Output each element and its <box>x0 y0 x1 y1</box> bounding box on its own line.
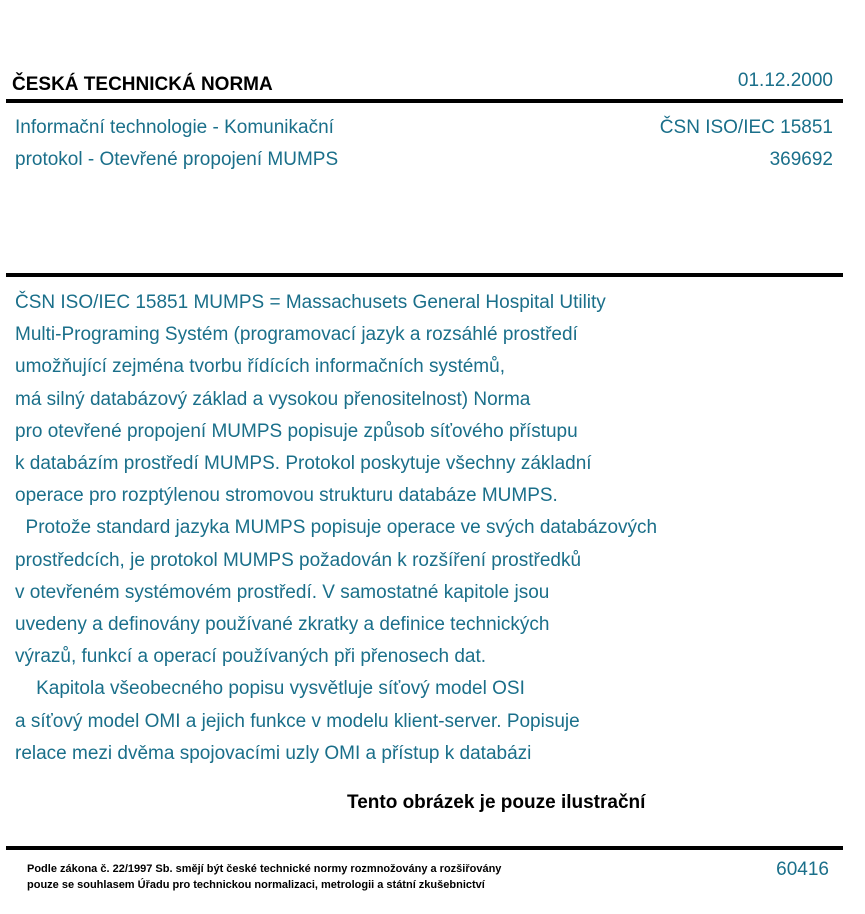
body-line: v otevřeném systémovém prostředí. V samostatné kapitole jsou <box>15 581 550 603</box>
body-line: Kapitola všeobecného popisu vysvětluje síťový model OSI <box>15 678 525 700</box>
standard-class-number: 369692 <box>769 149 833 170</box>
footer-divider <box>6 846 843 850</box>
standard-title-line-1: Informační technologie - Komunikační <box>15 117 334 138</box>
body-line: pro otevřené propojení MUMPS popisuje způsob síťového přístupu <box>15 420 578 442</box>
body-line: prostředcích, je protokol MUMPS požadován k rozšíření prostředků <box>15 549 582 571</box>
body-line: má silný databázový základ a vysokou přenositelnost) Norma <box>15 388 531 410</box>
document-date: 01.12.2000 <box>737 70 833 91</box>
section-divider <box>6 273 843 277</box>
body-line: ČSN ISO/IEC 15851 MUMPS = Massachusets General Hospital Utility <box>15 292 606 313</box>
body-line: relace mezi dvěma spojovacími uzly OMI a přístup k databázi <box>15 742 532 764</box>
standard-title-line-2: protokol - Otevřené propojení MUMPS <box>15 149 339 170</box>
document-body <box>15 287 795 770</box>
footer-legal-notice <box>27 861 501 893</box>
body-line: výrazů, funkcí a operací používaných při přenosech dat. <box>15 646 487 668</box>
footer-code: 60416 <box>776 859 829 880</box>
body-line: Protože standard jazyka MUMPS popisuje operace ve svých databázových <box>15 517 658 539</box>
body-line: a síťový model OMI a jejich funkce v modelu klient-server. Popisuje <box>15 710 580 732</box>
document-header-title: ČESKÁ TECHNICKÁ NORMA <box>12 74 273 95</box>
illustration-notice: Tento obrázek je pouze ilustrační <box>347 792 646 813</box>
body-line: k databázím prostředí MUMPS. Protokol poskytuje všechny základní <box>15 453 592 475</box>
header-divider <box>6 99 843 103</box>
footer-legal-line-2: pouze se souhlasem Úřadu pro technickou normalizaci, metrologii a státní zkušebnictví <box>27 879 485 891</box>
body-line: operace pro rozptýlenou stromovou strukturu databáze MUMPS. <box>15 485 558 507</box>
body-line: uvedeny a definovány používané zkratky a definice technických <box>15 614 550 636</box>
footer-legal-line-1: Podle zákona č. 22/1997 Sb. smějí být české technické normy rozmnožovány a rozšiřovány <box>27 863 502 875</box>
standard-code: ČSN ISO/IEC 15851 <box>659 117 833 138</box>
body-line: umožňující zejména tvorbu řídících informačních systémů, <box>15 356 505 378</box>
body-line: Multi-Programing Systém (programovací jazyk a rozsáhlé prostředí <box>15 324 578 346</box>
